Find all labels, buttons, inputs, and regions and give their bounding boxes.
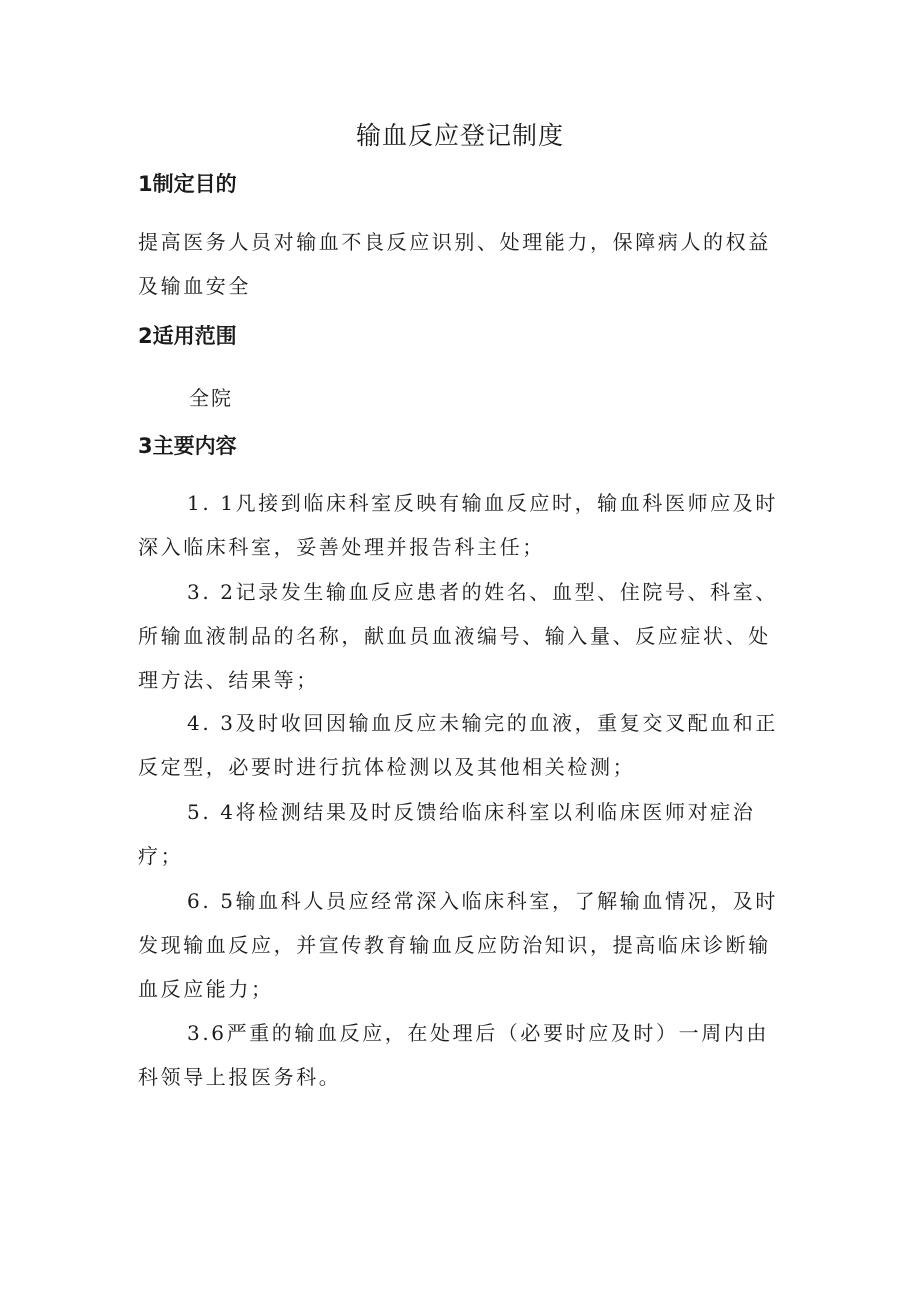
paragraph-line: 发现输血反应，并宣传教育输血反应防治知识，提高临床诊断输 xyxy=(138,933,771,957)
paragraph-line: 所输血液制品的名称，献血员血液编号、输入量、反应症状、处 xyxy=(138,624,771,648)
content-item-5 xyxy=(138,879,798,1011)
content-item-6 xyxy=(138,1011,798,1099)
section-heading-scope: 2适用范围 xyxy=(138,324,237,348)
paragraph-line: 科领导上报医务科。 xyxy=(138,1065,342,1089)
section-heading-content: 3主要内容 xyxy=(138,434,237,458)
paragraph-line: 理方法、结果等； xyxy=(138,668,319,692)
paragraph-line: 血反应能力； xyxy=(138,977,274,1001)
paragraph-line: 提高医务人员对输血不良反应识别、处理能力，保障病人的权益 xyxy=(138,230,771,254)
scope-text: 全院 xyxy=(189,386,233,410)
content-item-4 xyxy=(138,790,798,878)
purpose-paragraph xyxy=(138,220,798,308)
paragraph-line: 1. 1凡接到临床科室反映有输血反应时，输血科医师应及时 xyxy=(187,491,778,515)
paragraph-line: 5. 4将检测结果及时反馈给临床科室以利临床医师对症治 xyxy=(187,800,756,824)
paragraph-line: 反定型，必要时进行抗体检测以及其他相关检测； xyxy=(138,755,636,779)
paragraph-line: 3.6严重的输血反应，在处理后（必要时应及时）一周内由 xyxy=(187,1021,770,1045)
paragraph-line: 6. 5输血科人员应经常深入临床科室，了解输血情况，及时 xyxy=(187,889,778,913)
paragraph-line: 及输血安全 xyxy=(138,274,251,298)
paragraph-line: 深入临床科室，妥善处理并报告科主任； xyxy=(138,535,545,559)
document-title: 输血反应登记制度 xyxy=(355,121,564,150)
content-item-1 xyxy=(138,481,798,569)
section-heading-purpose: 1制定目的 xyxy=(138,172,237,196)
content-item-3 xyxy=(138,701,798,789)
paragraph-line: 疗； xyxy=(138,844,184,868)
paragraph-line: 4. 3及时收回因输血反应未输完的血液，重复交叉配血和正 xyxy=(187,711,778,735)
paragraph-line: 3. 2记录发生输血反应患者的姓名、血型、住院号、科室、 xyxy=(187,580,778,604)
content-item-2 xyxy=(138,570,798,702)
